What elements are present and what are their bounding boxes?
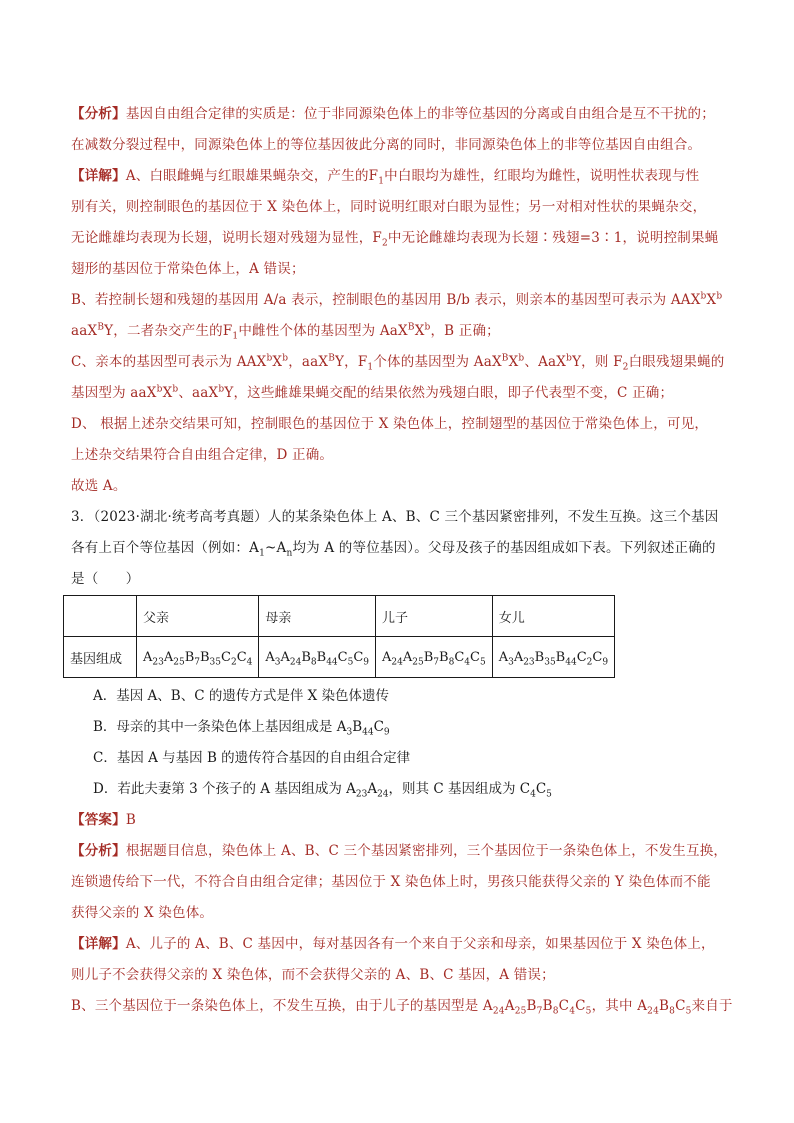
gene-letter: A [163,649,174,665]
mother-genes-cell [259,637,376,678]
gene-letter: C [221,649,231,665]
detail-1-line-1: 【详解】A、白眼雌蝇与红眼雄果蝇杂交，产生的$F_1$中白眼均为雄性，红眼均为雌性，说明性状表现与性 [71,168,700,187]
gene-letter: C [592,649,603,665]
gene-subscript: 9 [602,657,609,668]
detail-1-conclusion: 故选 A。 [71,478,127,494]
detail-1-line-3: 无论雌雄均表现为长翅，说明长翅对残翅为显性，$F_2$中无论雌雄均表现为长翅∶残翅=3∶1，说明控制果蝇 [71,230,719,249]
detail-1-c-line-1: C、亲本的基因型可表示为 $AAX^bX^b$，aaX$^B$Y，$F_1$个体的基因型为 $AaX^BX^b$、AaX$^b$Y，则 $F_2$白眼残翅果蝇的 [71,353,725,373]
gene-subscript: 3 [508,657,514,668]
gene-subscript: 2 [230,657,237,668]
gene-letter: C [470,649,480,665]
gene-letter: C [454,649,465,665]
gene-letter: C [337,649,348,665]
analysis-1-line-2: 在减数分裂过程中，同源染色体上的等位基因彼此分离的同时，非同源染色体上的非等位基因自由组合。 [71,137,702,153]
gene-subscript: 25 [412,657,424,668]
gene-subscript: 44 [326,657,338,668]
gene-letter: B [439,649,449,665]
detail-1-line-2: 别有关，则控制眼色的基因位于 X 染色体上，同时说明红眼对白眼为显性；另一对相对性状的果蝇杂交， [71,199,707,215]
analysis-2-line-3: 获得父亲的 X 染色体。 [71,905,214,921]
analysis-2-line-2: 连锁遗传给下一代，不符合自由组合定律；基因位于 X 染色体上时，男孩只能获得父亲的 Y 染色体而不能 [71,874,711,890]
gene-subscript: 9 [363,657,370,668]
option-d[interactable]: D．若此夫妻第 3 个孩子的 A 基因组成为 $A_{23}A_{24}$，则其 C 基因组成为 $C_4C_5$ [93,781,552,800]
gene-letter: A [513,649,524,665]
gene-subscript: 7 [433,657,440,668]
gene-letter: B [199,649,210,665]
table-header-row [64,596,615,637]
gene-subscript: 24 [391,657,403,668]
gene-letter: A [280,649,290,665]
gene-letter: B [555,649,566,665]
question-3-line-1: 3．（2023·湖北·统考高考真题）人的某条染色体上 A、B、C 三个基因紧密排列，不发生互换。这三个基因 [71,509,719,525]
detail-1-b-line-2: aaX$^B$Y，二者杂交产生的$F_1$中雌性个体的基因型为 $AaX^BX^b$，B 正确； [71,322,500,342]
gene-table [63,595,615,678]
detail-2-line-3: B、三个基因位于一条染色体上，不发生互换，由于儿子的基因型是 $A_{24}A_{25}B_7B_8C_4C_5$，其中 $A_{24}B_8C_5$来自于 [71,998,733,1017]
gene-letter: C [576,649,587,665]
gene-letter: B [316,649,327,665]
gene-subscript: 8 [448,657,455,668]
gene-letter: A [382,649,392,665]
option-c[interactable]: C．基因 A 与基因 B 的遗传符合基因的自由组合定律 [93,750,411,766]
gene-letter: B [301,649,311,665]
gene-letter: A [265,649,275,665]
answer-line: 【答案】B [71,812,136,828]
gene-subscript: 35 [544,657,556,668]
gene-subscript: 23 [152,657,164,668]
analysis-2-line-1: 【分析】根据题目信息，染色体上 A、B、C 三个基因紧密排列，三个基因位于一条染色体上，不发生互换， [71,843,728,859]
gene-letter: A [143,649,153,665]
gene-subscript: 35 [209,657,221,668]
gene-letter: C [353,649,364,665]
table-header-cell: 父亲 [137,596,259,637]
detail-2-line-2: 则儿子不会获得父亲的 X 染色体，而不会获得父亲的 A、B、C 基因，A 错误； [71,967,555,983]
daughter-genes-cell [492,637,614,678]
gene-letter: A [498,649,509,665]
question-3-line-3: 是（ ） [71,571,140,587]
table-header-cell: 儿子 [376,596,493,637]
gene-letter: B [184,649,195,665]
table-header-cell: 女儿 [492,596,614,637]
gene-subscript: 7 [194,657,200,668]
detail-1-line-4: 翅形的基因位于常染色体上，A 错误； [71,261,305,277]
table-header-cell: 母亲 [259,596,376,637]
detail-1-d-line-1: D、 根据上述杂交结果可知，控制眼色的基因位于 X 染色体上，控制翅型的基因位于常染色体上，可见， [71,416,709,432]
gene-subscript: 23 [523,657,535,668]
gene-subscript: 5 [347,657,354,668]
detail-1-c-line-2: 基因型为 $aaX^bX^b$、aaX$^b$Y，这些雌雄果蝇交配的结果依然为残翅白眼，即子代表型不变，C 正确； [71,384,674,401]
question-3-line-2: 各有上百个等位基因（例如：$A_1\sim A_n$均为 A 的等位基因）。父母及孩子的基因组成如下表。下列叙述正确的 [71,540,716,559]
option-b[interactable]: B．母亲的其中一条染色体上基因组成是 $A_3B_{44}C_9$ [93,719,390,738]
son-genes-cell [376,637,493,678]
option-a[interactable]: A．基因 A、B、C 的遗传方式是伴 X 染色体遗传 [93,688,390,704]
gene-subscript: 25 [173,657,185,668]
table-row-label: 基因组成 [64,637,137,678]
gene-subscript: 3 [274,657,281,668]
gene-subscript: 4 [464,657,470,668]
gene-subscript: 5 [479,657,486,668]
father-genes-cell [137,637,259,678]
table-header-cell [64,596,137,637]
detail-1-d-line-2: 上述杂交结果符合自由组合定律，D 正确。 [71,447,334,463]
table-row [64,637,615,678]
detail-2-line-1: 【详解】A、儿子的 A、B、C 基因中，每对基因各有一个来自于父亲和母亲，如果基因位于 X 染色体上， [71,936,715,952]
gene-subscript: 4 [246,657,253,668]
gene-subscript: 24 [289,657,302,668]
gene-subscript: 8 [310,657,317,668]
analysis-1-line-1: 【分析】基因自由组合定律的实质是：位于非同源染色体上的非等位基因的分离或自由组合是互不干扰的； [71,106,715,122]
gene-subscript: 2 [586,657,593,668]
gene-subscript: 44 [565,657,577,668]
gene-letter: B [423,649,434,665]
gene-letter: B [534,649,545,665]
gene-letter: C [236,649,247,665]
gene-letter: A [402,649,413,665]
detail-1-b-line-1: B、若控制长翅和残翅的基因用 A/a 表示，控制眼色的基因用 B/b 表示，则亲本的基因型可表示为 $AAX^bX^b$ [71,291,723,308]
